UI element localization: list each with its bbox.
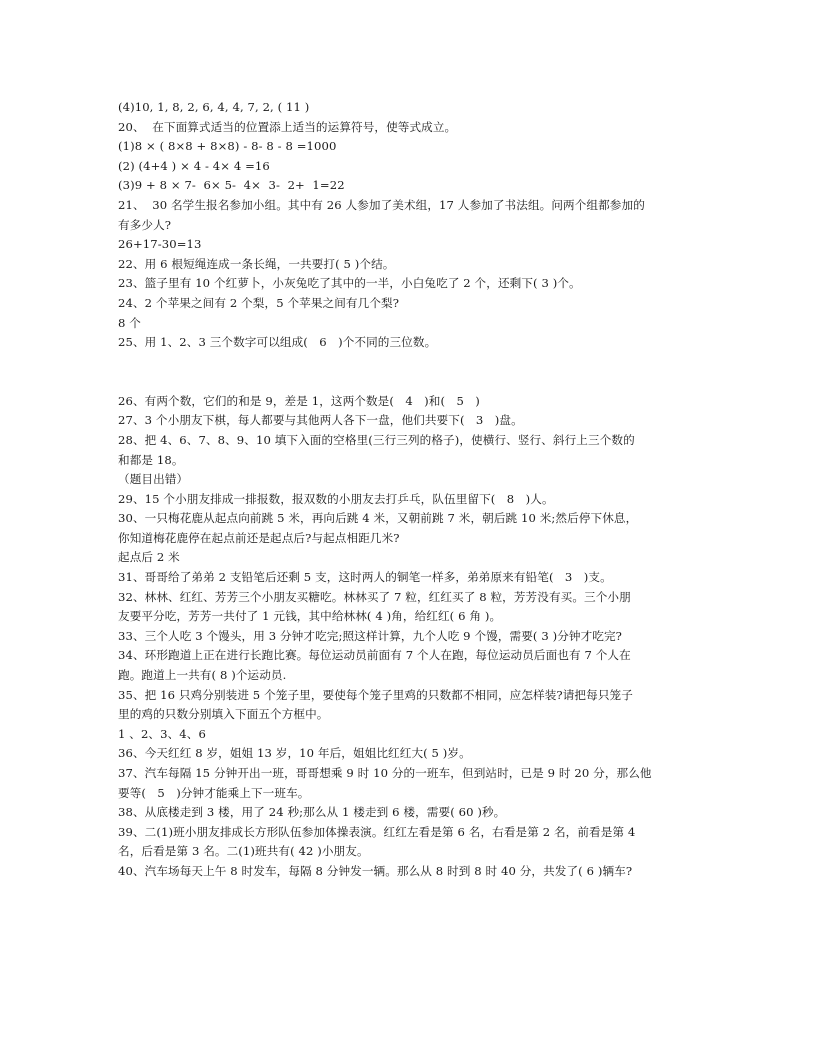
text-line: 和都是 18。 bbox=[118, 452, 184, 467]
text-line: （题目出错） bbox=[118, 472, 189, 487]
text-line: 你知道梅花鹿停在起点前还是起点后?与起点相距几米? bbox=[118, 530, 400, 545]
text-line: 23、篮子里有 10 个红萝卜，小灰兔吃了其中的一半，小白兔吃了 2 个，还剩下( 3 )个。 bbox=[118, 276, 581, 291]
text-line: 8 个 bbox=[118, 315, 141, 330]
text-line: 26、有两个数，它们的和是 9，差是 1，这两个数是( 4 )和( 5 ) bbox=[118, 393, 480, 408]
text-line: 33、三个人吃 3 个馒头，用 3 分钟才吃完;照这样计算，九个人吃 9 个馒，需要( 3 )分钟才吃完? bbox=[118, 628, 622, 643]
text-line: 30、一只梅花鹿从起点向前跳 5 米，再向后跳 4 米，又朝前跳 7 米，朝后跳 10 米;然后停下休息， bbox=[118, 511, 638, 526]
text-line: 28、把 4、6、7、8、9、10 填下入面的空格里(三行三列的格子)，使横行、竖行、斜行上三个数的 bbox=[118, 432, 635, 447]
text-line: 38、从底楼走到 3 楼，用了 24 秒;那么从 1 楼走到 6 楼，需要( 60 )秒。 bbox=[118, 805, 506, 820]
text-line: 37、汽车每隔 15 分钟开出一班，哥哥想乘 9 时 10 分的一班车，但到站时，已是 9 时 20 分，那么他 bbox=[118, 766, 652, 780]
text-line: 22、用 6 根短绳连成一条长绳，一共要打( 5 )个结。 bbox=[118, 256, 395, 271]
text-line: 起点后 2 米 bbox=[118, 550, 180, 565]
text-line: 20、 在下面算式适当的位置添上适当的运算符号，使等式成立。 bbox=[118, 119, 457, 134]
text-line: 32、林林、红红、芳芳三个小朋友买糖吃。林林买了 7 粒，红红买了 8 粒，芳芳没有买。三个小朋 bbox=[118, 589, 631, 604]
text-line: 25、用 1、2、3 三个数字可以组成( 6 )个不同的三位数。 bbox=[118, 335, 437, 350]
text-line: 1 、2、3、4、6 bbox=[118, 726, 206, 741]
text-line: (1)8 × ( 8×8 + 8×8) - 8- 8 - 8 =1000 bbox=[118, 139, 337, 154]
text-line: 有多少人? bbox=[118, 217, 172, 232]
text-line: 29、15 个小朋友排成一排报数，报双数的小朋友去打乒乓，队伍里留下( 8 )人。 bbox=[118, 491, 554, 506]
text-line: 39、二(1)班小朋友排成长方形队伍参加体操表演。红红左看是第 6 名，右看是第 2 名，前看是第 4 bbox=[118, 824, 636, 839]
text-line: 要等( 5 )分钟才能乘上下一班车。 bbox=[118, 785, 310, 800]
text-line: 24、2 个苹果之间有 2 个梨，5 个苹果之间有几个梨? bbox=[118, 295, 400, 310]
text-line: 跑。跑道上一共有( 8 )个运动员. bbox=[118, 668, 287, 683]
text-line: 34、环形跑道上正在进行长跑比赛。每位运动员前面有 7 个人在跑，每位运动员后面也有 7 个人在 bbox=[118, 648, 631, 663]
text-line: (3)9 + 8 × 7- 6× 5- 4× 3- 2+ 1=22 bbox=[118, 178, 345, 193]
text-line: 27、3 个小朋友下棋，每人都要与其他两人各下一盘，他们共要下( 3 )盘。 bbox=[118, 413, 523, 428]
text-line: 友要平分吃，芳芳一共付了 1 元钱，其中给林林( 4 )角，给红红( 6 角 )。 bbox=[118, 609, 502, 624]
document-page bbox=[118, 98, 708, 882]
text-line: (4)10, 1, 8, 2, 6, 4, 4, 7, 2, ( 11 ) bbox=[118, 100, 310, 114]
text-line: 40、汽车场每天上午 8 时发车，每隔 8 分钟发一辆。那么从 8 时到 8 时 40 分，共发了( 6 )辆车? bbox=[118, 863, 633, 878]
text-line: 里的鸡的只数分别填入下面五个方框中。 bbox=[118, 707, 329, 722]
text-line: 36、今天红红 8 岁，姐姐 13 岁，10 年后，姐姐比红红大( 5 )岁。 bbox=[118, 746, 471, 761]
text-line: 31、哥哥给了弟弟 2 支铅笔后还剩 5 支，这时两人的铜笔一样多，弟弟原来有铅笔( 3 )支。 bbox=[118, 570, 612, 585]
text-line: 名，后看是第 3 名。二(1)班共有( 42 )小朋友。 bbox=[118, 844, 369, 859]
text-block-2 bbox=[118, 392, 708, 882]
blank-gap bbox=[118, 353, 708, 392]
text-block-1 bbox=[118, 98, 708, 353]
text-line: (2) (4+4 ) × 4 - 4× 4 =16 bbox=[118, 158, 270, 173]
text-line: 35、把 16 只鸡分别装进 5 个笼子里，要使每个笼子里鸡的只数都不相同，应怎样装?请把每只笼子 bbox=[118, 687, 633, 702]
text-line: 21、 30 名学生报名参加小组。其中有 26 人参加了美术组，17 人参加了书法组。问两个组都参加的 bbox=[118, 197, 645, 212]
text-line: 26+17-30=13 bbox=[118, 237, 202, 252]
